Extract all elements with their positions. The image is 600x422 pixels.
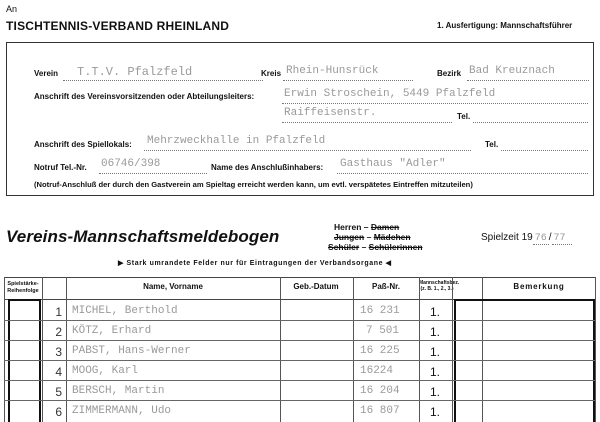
- player-name-field[interactable]: PABST, Hans-Werner: [72, 345, 191, 357]
- category-jungen: Jungen: [334, 232, 365, 242]
- category-maedchen: Mädchen: [373, 232, 411, 242]
- arrow-right-icon: ▶: [118, 260, 124, 267]
- spiellokal-label: Anschrift des Spiellokals:: [34, 140, 132, 149]
- dash: –: [366, 232, 372, 242]
- category-schueler: Schüler: [328, 242, 360, 252]
- pass-number-field[interactable]: 7 501: [366, 325, 400, 337]
- anschrift-field2[interactable]: Raiffeisenstr.: [284, 107, 377, 119]
- spiellokal-line: [144, 150, 471, 151]
- tel2-label: Tel.: [485, 140, 499, 149]
- row-line-4: [4, 380, 596, 381]
- row-number: 1: [55, 305, 62, 319]
- season-sep: /: [548, 232, 552, 243]
- row-number: 3: [55, 345, 62, 359]
- header-name: Name, Vorname: [143, 282, 203, 291]
- bezirk-line: [467, 80, 589, 81]
- copy-designation: 1. Ausfertigung: Mannschaftsführer: [437, 21, 573, 30]
- anschrift-line1: [282, 103, 588, 104]
- team-field[interactable]: 1.: [430, 345, 441, 359]
- anschrift-field1[interactable]: Erwin Stroschein, 5449 Pfalzfeld: [284, 88, 496, 100]
- notruf-field[interactable]: 06746/398: [101, 158, 161, 170]
- pass-number-field[interactable]: 16224: [360, 365, 394, 377]
- team-field[interactable]: 1.: [430, 405, 441, 419]
- kreis-label: Kreis: [261, 69, 282, 78]
- row-number: 5: [55, 385, 62, 399]
- addressee-label: An: [6, 4, 18, 14]
- instruction-line: [118, 259, 392, 267]
- dash: –: [363, 222, 369, 232]
- category-herren: Herren: [334, 222, 362, 232]
- notruf-label: Notruf Tel.-Nr.: [34, 163, 87, 172]
- inhaber-line: [337, 173, 588, 174]
- club-info-box: [6, 42, 594, 196]
- row-number: 6: [55, 405, 62, 419]
- header-pass: Paß-Nr.: [371, 282, 400, 291]
- verein-field[interactable]: T.T.V. Pfalzfeld: [77, 65, 193, 79]
- category-block: [328, 222, 423, 252]
- category-damen: Damen: [370, 222, 400, 232]
- thick-left-top: [8, 299, 40, 301]
- team-field[interactable]: 1.: [430, 365, 441, 379]
- header-team: Mannschaftsbez. (z. B. 1., 2., 3.): [419, 280, 460, 292]
- team-table: [4, 277, 596, 422]
- inhaber-label: Name des Anschlußinhabers:: [211, 163, 324, 172]
- player-name-field[interactable]: MICHEL, Berthold: [72, 305, 178, 317]
- verein-line: [63, 80, 263, 81]
- season-to-field[interactable]: 77: [552, 233, 572, 245]
- team-field[interactable]: 1.: [430, 305, 441, 319]
- team-field[interactable]: 1.: [430, 325, 441, 339]
- table-top-border: [4, 277, 596, 278]
- kreis-field[interactable]: Rhein-Hunsrück: [286, 65, 379, 77]
- player-name-field[interactable]: KÖTZ, Erhard: [72, 325, 152, 337]
- organization-name: TISCHTENNIS-VERBAND RHEINLAND: [6, 19, 230, 33]
- row-line-1: [4, 320, 596, 321]
- category-schuelerinnen: Schülerinnen: [368, 242, 423, 252]
- anschrift-line2: [282, 122, 452, 123]
- player-name-field[interactable]: ZIMMERMANN, Udo: [72, 405, 172, 417]
- row-number: 4: [55, 365, 62, 379]
- notruf-note: (Notruf-Anschluß der durch den Gastverein am Spieltag erreicht werden kann, um evtl. verspätetes Eintreffen mitzuteilen): [34, 180, 473, 189]
- season: [481, 232, 572, 244]
- header-rank: Spielstärke-Reihenfolge: [7, 281, 39, 294]
- player-name-field[interactable]: BERSCH, Martin: [72, 385, 165, 397]
- row-line-3: [4, 360, 596, 361]
- pass-number-field[interactable]: 16 231: [360, 305, 400, 317]
- pass-number-field[interactable]: 16 204: [360, 385, 400, 397]
- instruction-text: Stark umrandete Felder nur für Eintragungen der Verbandsorgane: [126, 260, 384, 267]
- tel-label: Tel.: [457, 112, 471, 121]
- form-title: Vereins-Mannschaftsmeldebogen: [6, 227, 280, 246]
- tel-line: [473, 122, 588, 123]
- dash: –: [361, 242, 367, 252]
- thick-right-top: [454, 299, 595, 301]
- bezirk-label: Bezirk: [437, 69, 462, 78]
- pass-number-field[interactable]: 16 225: [360, 345, 400, 357]
- row-line-2: [4, 340, 596, 341]
- header-birth: Geb.-Datum: [293, 282, 339, 291]
- verein-label: Verein: [34, 69, 59, 78]
- notruf-line: [99, 173, 207, 174]
- spiellokal-field[interactable]: Mehrzweckhalle in Pfalzfeld: [147, 135, 326, 147]
- team-field[interactable]: 1.: [430, 385, 441, 399]
- row-number: 2: [55, 325, 62, 339]
- kreis-line: [283, 80, 413, 81]
- season-from-field[interactable]: 76: [534, 233, 547, 244]
- arrow-left-icon: ◀: [385, 260, 392, 267]
- header-remark: Bemerkung: [513, 282, 565, 291]
- inhaber-field[interactable]: Gasthaus "Adler": [340, 158, 446, 170]
- season-label: Spielzeit 19: [481, 232, 533, 243]
- anschrift-label: Anschrift des Vereinsvorsitzenden oder Abteilungsleiters:: [34, 92, 255, 101]
- bezirk-field[interactable]: Bad Kreuznach: [469, 65, 555, 77]
- player-name-field[interactable]: MOOG, Karl: [72, 365, 139, 377]
- tel2-line: [501, 150, 588, 151]
- pass-number-field[interactable]: 16 807: [360, 405, 400, 417]
- row-line-5: [4, 400, 596, 401]
